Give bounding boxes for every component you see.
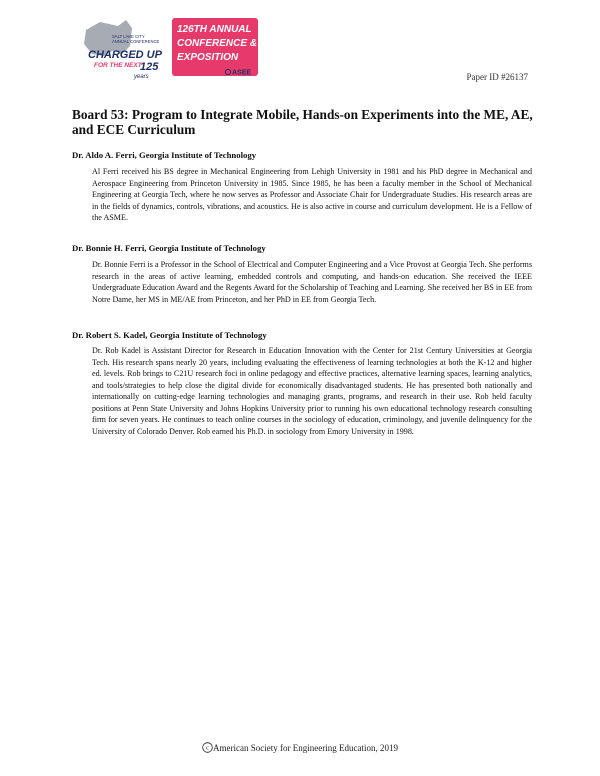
logo-left-line-2: ANNUAL CONFERENCE: [112, 39, 160, 44]
logo-left-line-4: FOR THE NEXT: [94, 62, 142, 69]
conference-logo: [74, 16, 269, 86]
author-name-3: Dr. Robert S. Kadel, Georgia Institute of Technology: [72, 330, 267, 340]
logo-org: ASEE: [232, 69, 252, 77]
logo-left-line-3: CHARGED UP: [88, 49, 162, 61]
author-bio-3: Dr. Rob Kadel is Assistant Director for Research in Education Innovation with the Center for 21st Century Universities at Georgia Tech. His research spans nearly 20 years, including evaluating the effectiveness of learning technologies at both the K-12 and higher ed. levels. Rob brings to C21U research foci in online pedagogy and effective practices, alternative learning spaces, learning analytics, and tools/strategies to help close the digital divide for economically disadvantaged students. He has presented both nationally and internationally on cutting-edge learning technologies and managing grants, programs, and research in their use. Rob held faculty positions at Penn State University and Johns Hopkins University prior to running his own educational technology research consulting firm for seven years. He continues to teach online courses in the sociology of education, criminology, and juvenile delinquency for the University of Colorado Denver. Rob earned his Ph.D. in sociology from Emory University in 1998.: [92, 346, 532, 436]
paper-id: Paper ID #26137: [466, 72, 528, 82]
paper-title: Board 53: Program to Integrate Mobile, Hands-on Experiments into the ME, AE, and ECE Curriculum: [72, 107, 533, 137]
logo-right-line-2: CONFERENCE &: [177, 38, 258, 49]
author-name-2: Dr. Bonnie H. Ferri, Georgia Institute of Technology: [72, 243, 266, 253]
footer-text: American Society for Engineering Education, 2019: [213, 743, 398, 753]
logo-left-line-1: SALT LAKE CITY: [112, 34, 145, 39]
copyright-symbol: c: [206, 744, 209, 752]
logo-left-line-5: 125: [140, 61, 159, 73]
copyright-icon: [202, 742, 213, 753]
footer-copyright: [0, 742, 600, 753]
author-bio-1: Al Ferri received his BS degree in Mechanical Engineering from Lehigh University in 1981 and his PhD degree in Mechanical and Aerospace Engineering from Princeton University in 1985. Since 1985, he has been a faculty member in the School of Mechanical Engineering at Georgia Tech, where he now serves as Professor and Associate Chair for Undergraduate Studies. His research areas are in the fields of dynamics, controls, vibrations, and acoustics. He is also active in course and curriculum development. He is a Fellow of the ASME.: [92, 167, 532, 223]
author-name-1: Dr. Aldo A. Ferri, Georgia Institute of Technology: [72, 150, 257, 160]
logo-left-line-6: years: [134, 74, 149, 80]
author-bio-2: Dr. Bonnie Ferri is a Professor in the School of Electrical and Computer Engineering and a Vice Provost at Georgia Tech. She performs research in the areas of active learning, embedded controls and computing, and hands-on education. She received the IEEE Undergraduate Education Award and the Regents Award for the Scholarship of Teaching and Learning. She received her BS in EE from Notre Dame, her MS in ME/AE from Princeton, and her PhD in EE from Georgia Tech.: [92, 260, 532, 304]
logo-right-line-1: 126TH ANNUAL: [177, 24, 252, 35]
logo-right-line-3: EXPOSITION: [177, 52, 239, 63]
